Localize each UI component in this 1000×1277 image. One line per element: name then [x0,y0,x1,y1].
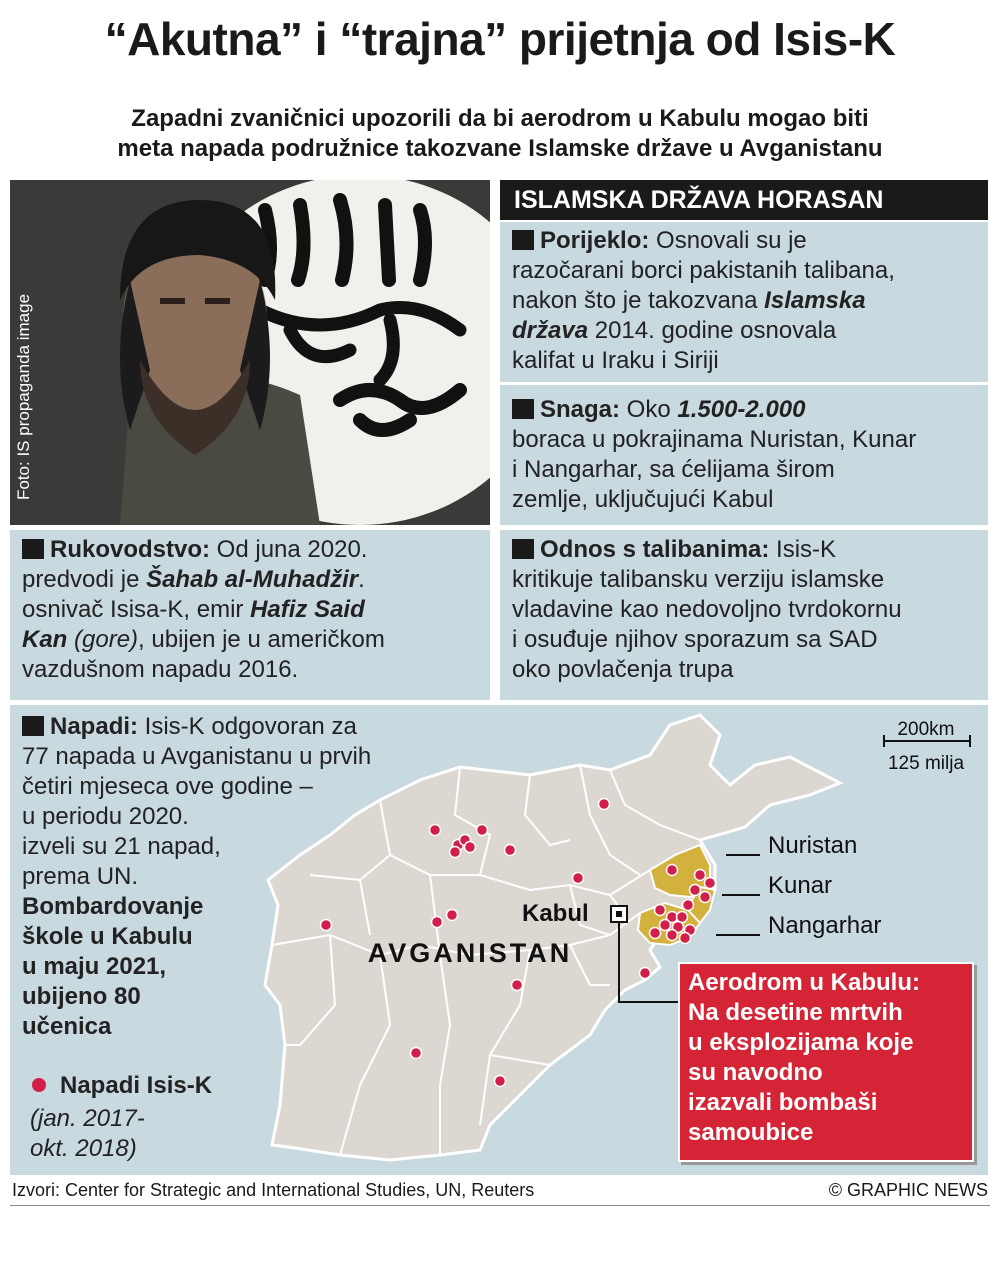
attack-dot [640,968,651,979]
attack-dot [465,842,476,853]
porijeklo-text: Porijeklo: Osnovali su je razočarani borci pakistanih talibana, nakon što je takozvana Islamska država 2014. godine osnovala kalifat u Iraku i Siriji [512,227,895,374]
capital-label: Kabul [522,900,589,927]
bullet-square-icon [22,716,44,736]
nuristan-label: Nuristan [768,832,858,859]
footer-divider [10,1205,990,1206]
attack-dot [447,910,458,921]
attack-dot [705,878,716,889]
napadi-text: Napadi: Isis-K odgovoran za 77 napada u Avganistanu u prvih četiri mjeseca ove godine – u periodu 2020. izveli su 21 napad, prema UN. Bombardovanje škole u Kabulu u maju 2021, ubijeno 80 učenica [22,713,372,1040]
attack-dot [411,1048,422,1059]
attack-dot [690,885,701,896]
bullet-square-icon [22,539,44,559]
kunar-label: Kunar [768,872,833,899]
attack-dot [667,930,678,941]
page-title: “Akutna” i “trajna” prijetnja od Isis-K [104,13,896,65]
kabul-airport-callout: Aerodrom u Kabulu: Na desetine mrtvih u eksplozijama koje su navodno izazvali bombaši samoubice [678,962,974,1162]
attack-dot [450,847,461,858]
legend-label: Napadi Isis-K [60,1072,213,1099]
bullet-square-icon [512,399,534,419]
attack-dot [655,905,666,916]
attack-dot [505,845,516,856]
attack-dot [695,870,706,881]
subtitle-line: meta napada podružnice takozvane Islamske države u Avganistanu [117,135,883,162]
odnos-text: Odnos s talibanima: Isis-K kritikuje talibansku verziju islamske vladavine kao nedovoljno tvrdokornu i osuđuje njihov sporazum sa SAD oko povlačenja trupa [512,536,902,683]
photo-credit [14,240,38,500]
photo-credit-text: Foto: IS propaganda image [14,293,33,500]
subtitle-line: Zapadni zvaničnici upozorili da bi aerodrom u Kabulu mogao biti [131,105,869,132]
attack-dot [700,892,711,903]
scale-km-label: 200km [897,719,955,740]
source-note: Izvori: Center for Strategic and International Studies, UN, Reuters [12,1180,535,1200]
attack-dot [495,1076,506,1087]
info-header: ISLAMSKA DRŽAVA HORASAN [500,180,988,220]
snaga-text: Snaga: Oko 1.500-2.000 boraca u pokrajinama Nuristan, Kunar i Nangarhar, sa ćelijama širom zemlje, uključujući Kabul [512,396,917,513]
leader-photo [10,180,490,525]
page-subtitle [20,104,980,164]
attack-dot [477,825,488,836]
attack-dot [599,799,610,810]
scale-mi-label: 125 milja [887,753,965,774]
attack-dot [660,920,671,931]
rukovodstvo-text: Rukovodstvo: Od juna 2020. predvodi je Šahab al-Muhadžir. osnivač Isisa-K, emir Hafiz Said Kan (gore), ubijen je u američkom vazdušnom napadu 2016. [22,536,385,683]
nangarhar-label: Nangarhar [768,912,882,939]
attack-dot [650,928,661,939]
attack-dot [683,900,694,911]
attack-dot [667,865,678,876]
copyright-note: © GRAPHIC NEWS [828,1180,988,1200]
bullet-square-icon [512,539,534,559]
capital-marker-icon [616,911,622,917]
legend-period: (jan. 2017- okt. 2018) [30,1105,145,1162]
country-label: AVGANISTAN [367,938,573,968]
leader-photo-illustration [10,180,490,525]
attack-dot [512,980,523,991]
legend-attack-dot-icon [32,1078,46,1092]
attack-dot [573,873,584,884]
attack-dot [680,933,691,944]
bullet-square-icon [512,230,534,250]
